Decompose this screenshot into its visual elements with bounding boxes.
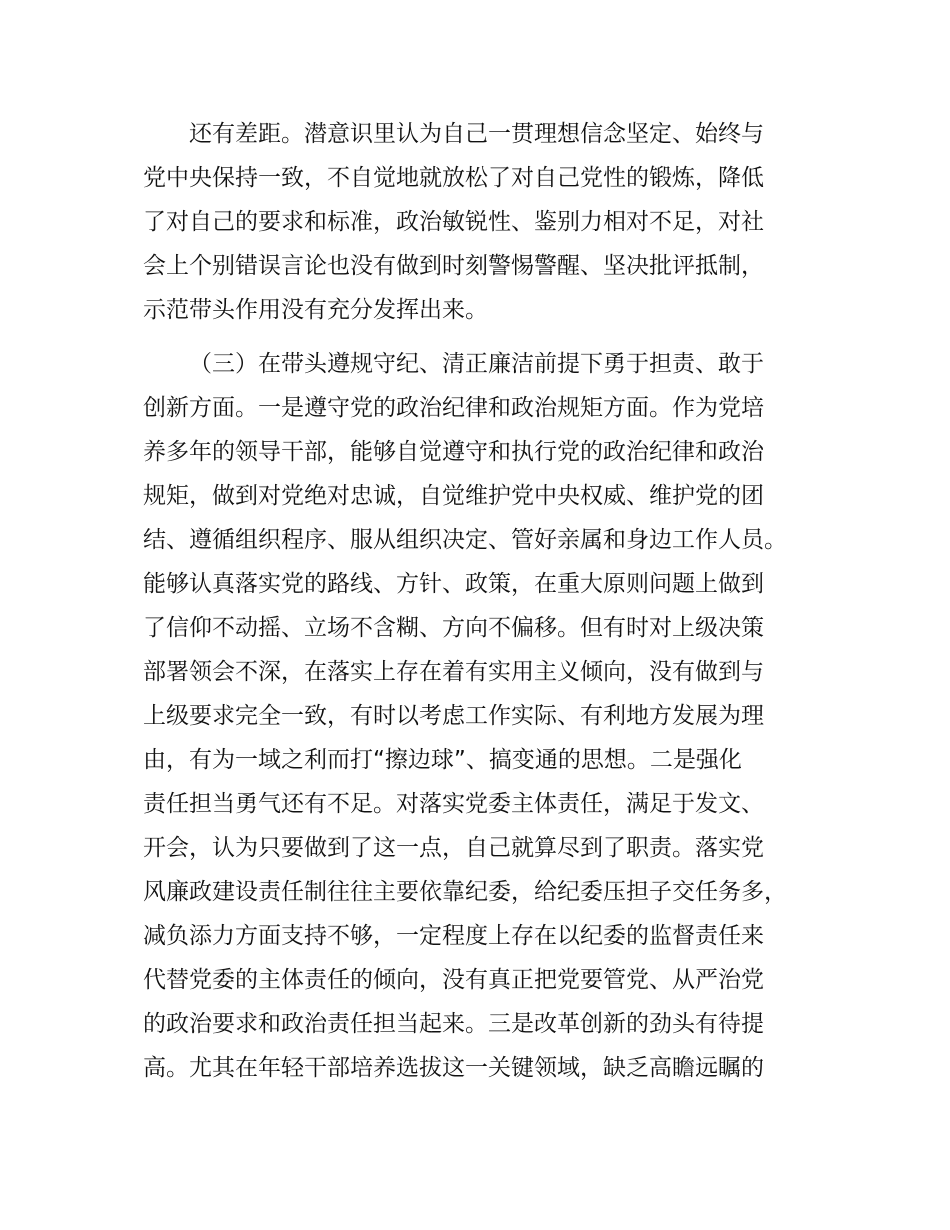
paragraph-line: 能够认真落实党的路线、方针、政策，在重大原则问题上做到 xyxy=(143,571,764,597)
paragraph-line: 党中央保持一致，不自觉地就放松了对自己党性的锻炼，降低 xyxy=(143,165,764,191)
paragraph-line: 养多年的领导干部，能够自觉遵守和执行党的政治纪律和政治 xyxy=(143,439,764,465)
paragraph-line: 的政治要求和政治责任担当起来。三是改革创新的劲头有待提 xyxy=(143,1011,764,1037)
paragraph-line: 规矩，做到对党绝对忠诚，自觉维护党中央权威、维护党的团 xyxy=(143,483,764,509)
paragraph-line: 高。尤其在年轻干部培养选拔这一关键领域，缺乏高瞻远瞩的 xyxy=(143,1055,764,1081)
paragraph-line: 由，有为一域之利而打“擦边球”、搞变通的思想。二是强化 xyxy=(143,747,742,773)
paragraph-line: 上级要求完全一致，有时以考虑工作实际、有利地方发展为理 xyxy=(143,703,764,729)
paragraph-line: 了信仰不动摇、立场不含糊、方向不偏移。但有时对上级决策 xyxy=(143,615,764,641)
paragraph-line: 会上个别错误言论也没有做到时刻警惕警醒、坚决批评抵制， xyxy=(143,253,764,279)
paragraph-line: 了对自己的要求和标准，政治敏锐性、鉴别力相对不足，对社 xyxy=(143,209,764,235)
paragraph-line: 风廉政建设责任制往往主要依靠纪委，给纪委压担子交任务多， xyxy=(143,879,787,905)
section-heading-line: （三）在带头遵规守纪、清正廉洁前提下勇于担责、敢于 xyxy=(189,351,764,377)
paragraph-line: 结、遵循组织程序、服从组织决定、管好亲属和身边工作人员。 xyxy=(143,527,787,553)
paragraph-line: 减负添力方面支持不够，一定程度上存在以纪委的监督责任来 xyxy=(143,923,764,949)
paragraph-line: 创新方面。一是遵守党的政治纪律和政治规矩方面。作为党培 xyxy=(143,395,764,421)
paragraph-line: 还有差距。潜意识里认为自己一贯理想信念坚定、始终与 xyxy=(189,121,764,147)
paragraph-line: 代替党委的主体责任的倾向，没有真正把党要管党、从严治党 xyxy=(143,967,764,993)
paragraph-line: 示范带头作用没有充分发挥出来。 xyxy=(143,297,488,323)
paragraph-line: 责任担当勇气还有不足。对落实党委主体责任，满足于发文、 xyxy=(143,791,764,817)
paragraph-line: 开会，认为只要做到了这一点，自己就算尽到了职责。落实党 xyxy=(143,835,764,861)
paragraph-line: 部署领会不深，在落实上存在着有实用主义倾向，没有做到与 xyxy=(143,659,764,685)
